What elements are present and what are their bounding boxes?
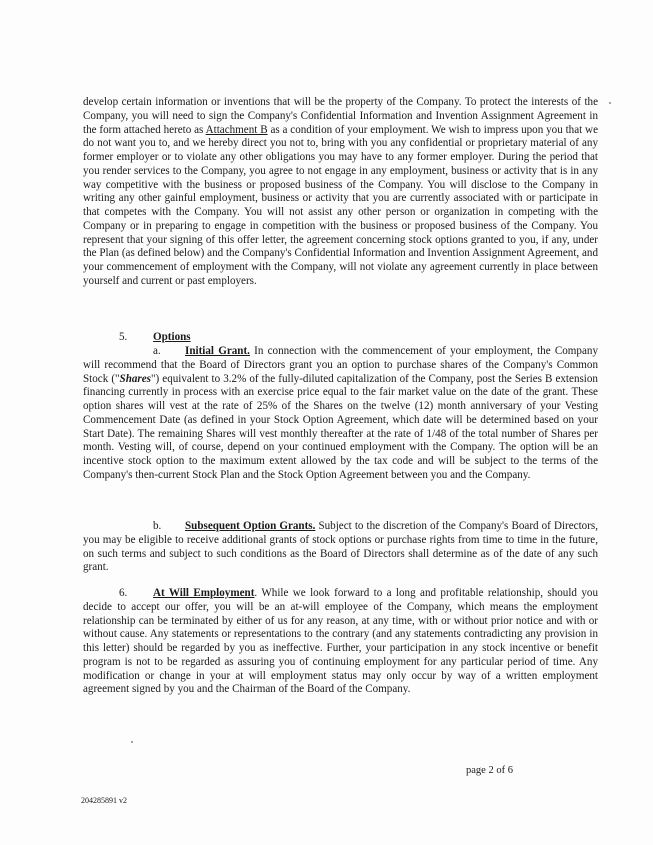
section-5a-text-2: ") equivalent to 3.2% of the fully-diluted capitalization of the Company, post the Series B extension financing currently in process with an exercise price equal to the fair market value on the date of the grant. These option shares will vest at the rate of 25% of the Shares on the twelve (12) month anniversary of your Vesting Commencement Date (as defined in your Stock Option Agreement, which date will be determined based on your Start Date). The remaining Shares will vest monthly thereafter at the rate of 1/48 of the total number of Shares per month. Vesting will, of course, depend on your continued employment with the Company. The option will be an incentive stock option to the maximum extent allowed by the tax code and will be subject to the terms of the Company's then-current Stock Plan and the Stock Option Agreement between you and the Company.	[83, 372, 598, 481]
section-5a-paragraph	[83, 345, 598, 483]
intro-text-after: as a condition of your employment. We wish to impress upon you that we do not want you to, and we hereby direct you not to, bring with you any confidential or proprietary material of any former employer or to violate any other obligations you may have to any former employer. During the period that you render services to the Company, you agree to not engage in any employment, business or activity that is in any way competitive with the business or proposed business of the Company. You will disclose to the Company in writing any other gainful employment, business or activity that you are currently associated with or participate in that competes with the Company. You will not assist any other person or organization in competing with the Company or in preparing to engage in competition with the business or proposed business of the Company. You represent that your signing of this offer letter, the agreement concerning stock options granted to you, if any, under the Plan (as defined below) and the Company's Confidential Information and Invention Assignment Agreement, and your commencement of employment with the Company, will not violate any agreement currently in place between yourself and current or past employers.	[83, 123, 598, 287]
section-5a-text-1: In connection with the commencement of your employment, the Company will recommend that the Board of Directors grant you an option to purchase shares of the Company's Common Stock ("	[83, 345, 598, 385]
section-5-title: Options	[153, 331, 191, 343]
section-5a-letter: a.	[153, 345, 161, 357]
shares-defined-term: Shares	[119, 372, 151, 385]
section-6-block	[83, 587, 598, 697]
section-5a-block	[83, 345, 598, 483]
section-5a-title: Initial Grant.	[185, 345, 250, 357]
section-5b-text: Subject to the discretion of the Company's Board of Directors, you may be eligible to receive additional grants of stock options or purchase rights from time to time in the future, on such terms and subject to such conditions as the Board of Directors shall determine as of the date of any such grant.	[83, 520, 599, 574]
section-6-paragraph	[83, 587, 598, 697]
document-id: 204285891 v2	[81, 796, 127, 805]
section-5b-block	[83, 520, 598, 575]
scan-speck	[131, 741, 133, 743]
section-6-text: . While we look forward to a long and profitable relationship, should you decide to accept our offer, you will be an at-will employee of the Company, which means the employment relationship can be terminated by either of us for any reason, at any time, with or without prior notice and with or without cause. Any statements or representations to the contrary (and any statements contradicting any provision in this letter) should be regarded by you as ineffective. Further, your participation in any stock incentive or benefit program is not to be regarded as assuring you of continuing employment for any particular period of time. Any modification or change in your at will employment status may only occur by way of a written employment agreement signed by you and the Chairman of the Board of the Company.	[83, 587, 598, 696]
section-5b-letter: b.	[153, 520, 162, 532]
page-number: page 2 of 6	[466, 765, 513, 776]
intro-paragraph-block	[83, 96, 598, 289]
section-6-title: At Will Employment	[153, 587, 255, 599]
section-6-number: 6.	[119, 587, 128, 599]
scan-speck	[609, 102, 611, 104]
intro-text-before: develop certain information or inventions that will be the property of the Company. To protect the interests of the Company, you will need to sign the Company's Confidential Information and Invention Assignment Agreement in the form attached hereto as	[83, 96, 598, 136]
section-5b-title: Subsequent Option Grants.	[185, 520, 316, 532]
attachment-b-reference: Attachment B	[205, 123, 268, 136]
section-5b-paragraph	[83, 520, 598, 575]
section-5-heading	[83, 331, 598, 345]
intro-paragraph	[83, 96, 598, 289]
section-5-number: 5.	[119, 331, 128, 343]
